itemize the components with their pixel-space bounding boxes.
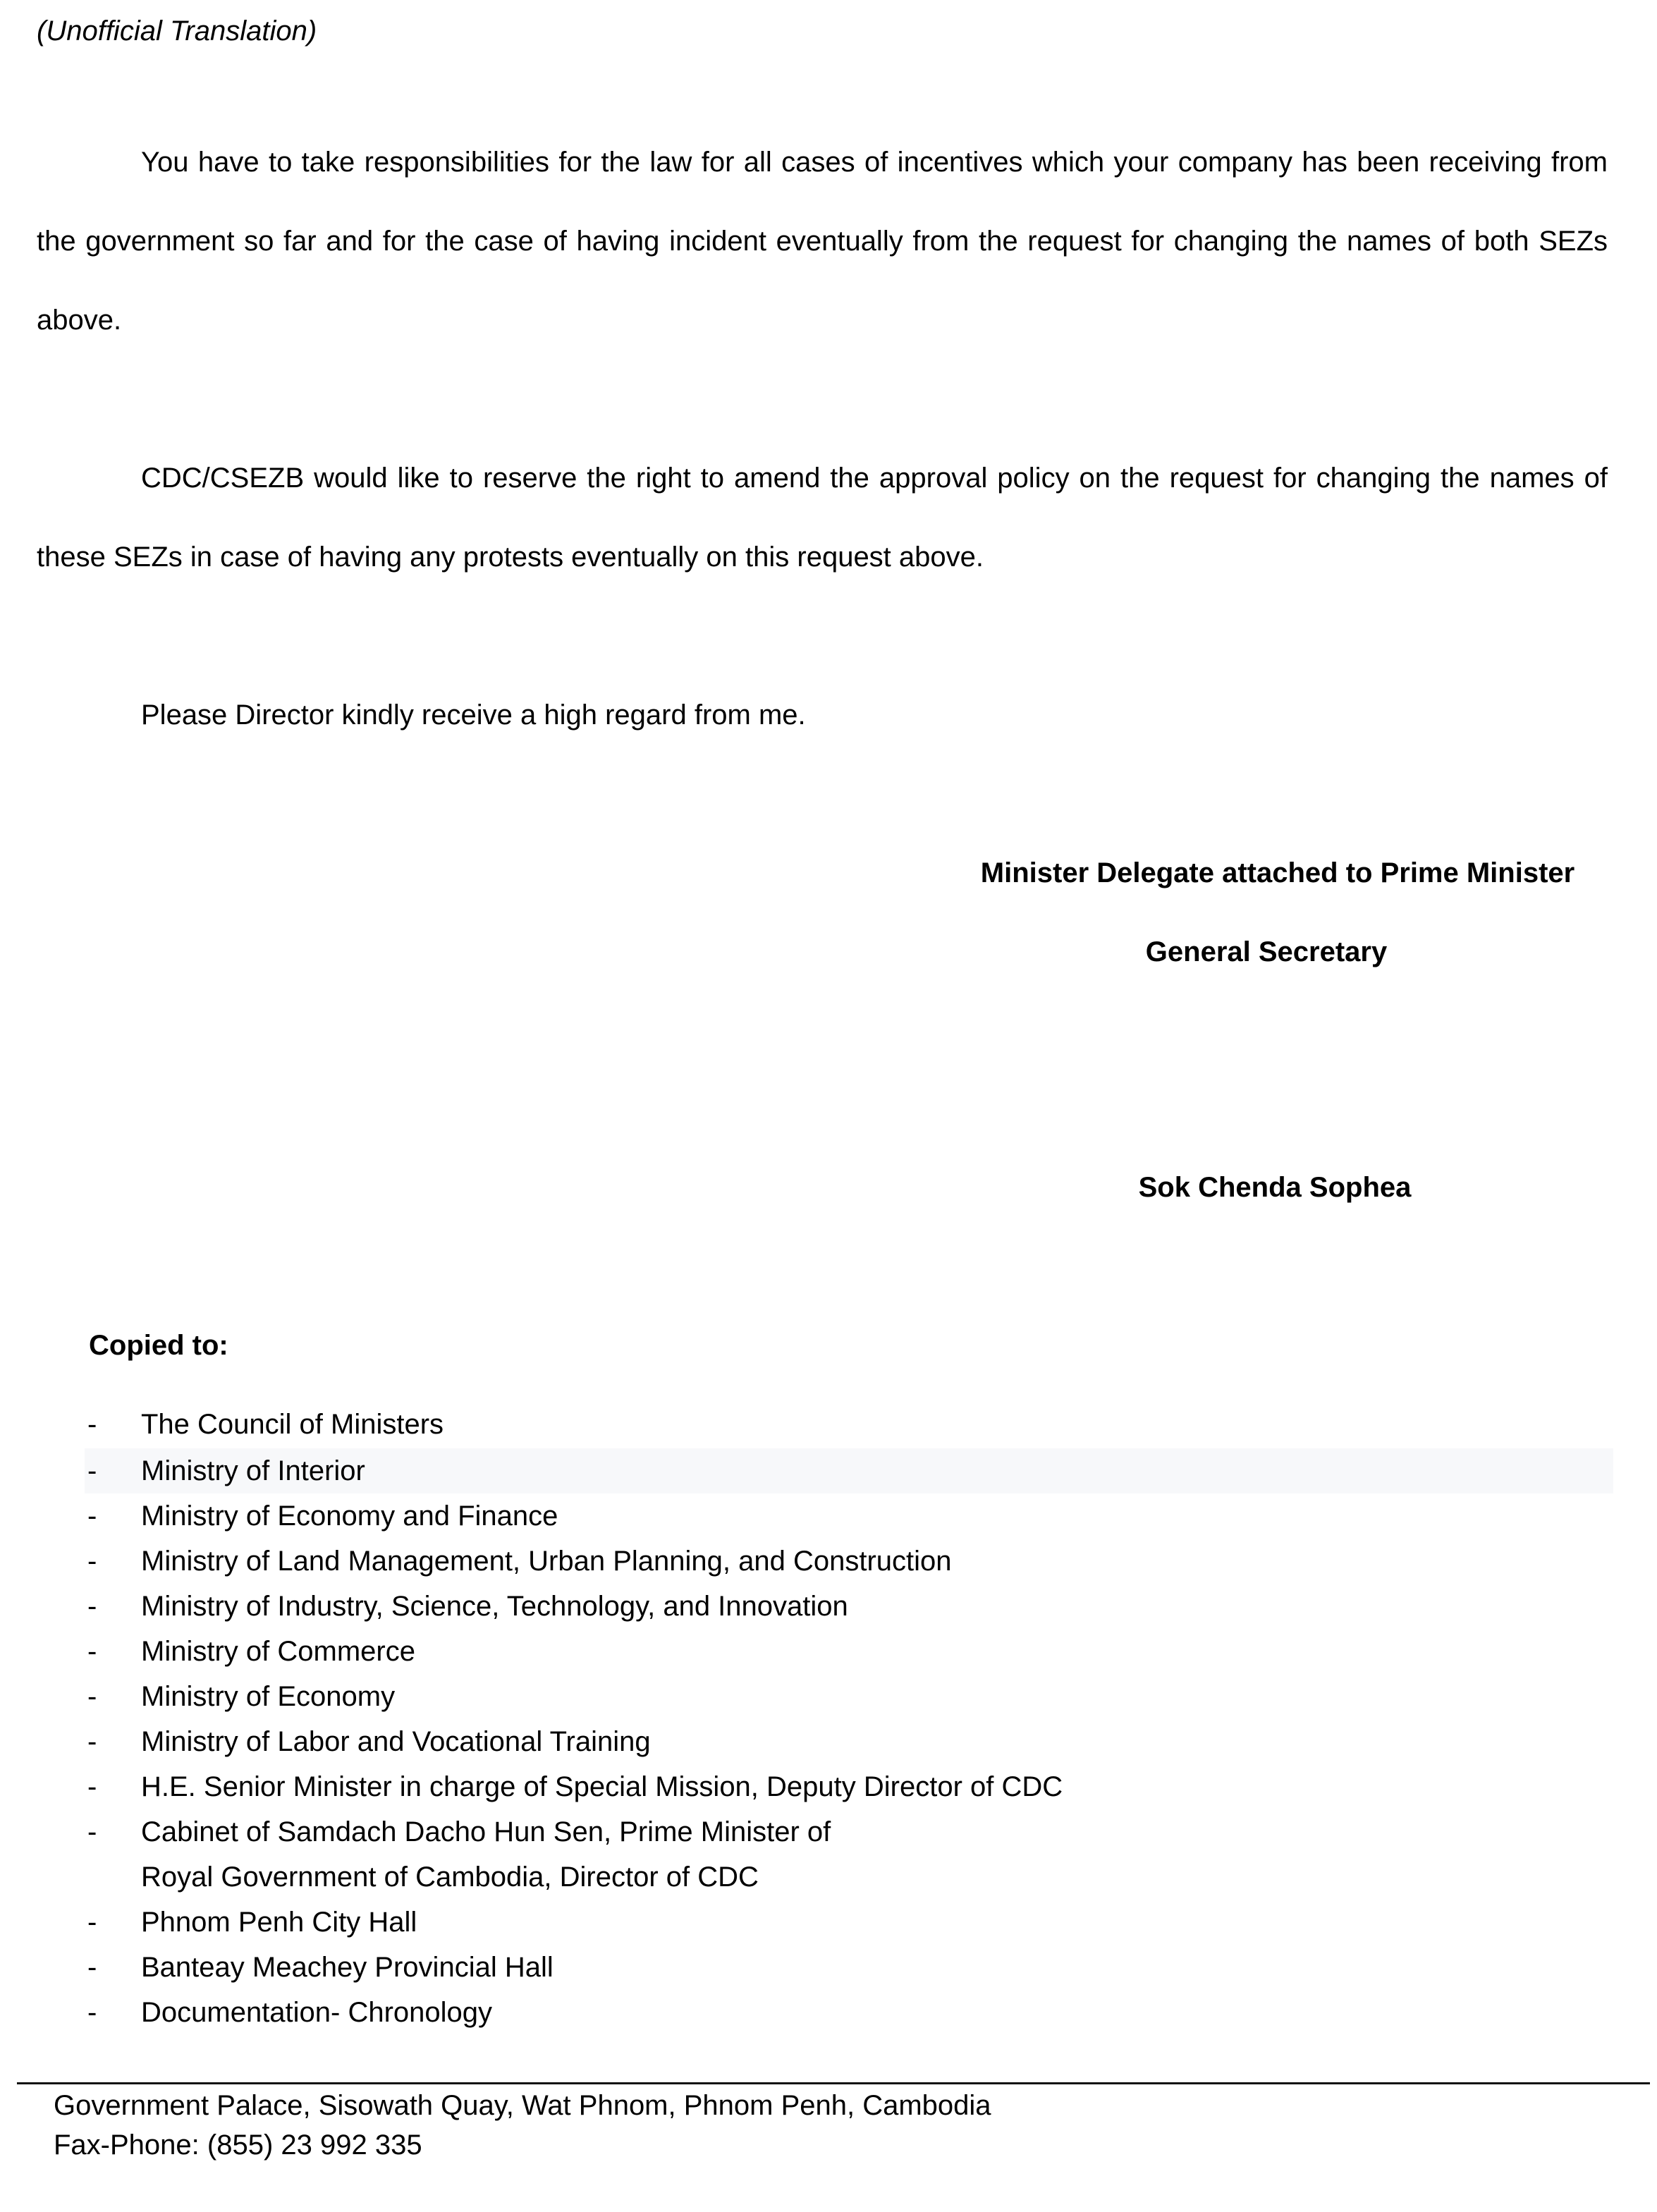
list-item bbox=[0, 1539, 1657, 1584]
list-item bbox=[0, 1719, 1657, 1764]
list-item bbox=[0, 1900, 1657, 1945]
signature-role: General Secretary bbox=[1145, 936, 1388, 967]
list-item bbox=[0, 1764, 1657, 1809]
list-item bbox=[0, 1448, 1657, 1493]
translation-note: (Unofficial Translation) bbox=[37, 16, 317, 47]
footer-divider bbox=[17, 2082, 1650, 2084]
paragraph-text: Please Director kindly receive a high regard from me. bbox=[141, 699, 806, 731]
copied-to-label: Copied to: bbox=[89, 1330, 228, 1361]
list-item bbox=[0, 1629, 1657, 1674]
list-item bbox=[0, 1990, 1657, 2035]
dash: - bbox=[87, 1591, 97, 1622]
list-item-text: Ministry of Economy and Finance bbox=[141, 1501, 558, 1532]
dash: - bbox=[87, 1952, 97, 1983]
list-item bbox=[0, 1493, 1657, 1539]
dash: - bbox=[87, 1997, 97, 2028]
dash: - bbox=[87, 1455, 97, 1486]
paragraph-text: CDC/CSEZB would like to reserve the right to amend the approval policy on the request for changing the names of these SEZs in case of having any protests eventually on this request above. bbox=[37, 463, 1608, 573]
list-item bbox=[0, 1584, 1657, 1629]
list-item-text: Ministry of Labor and Vocational Training bbox=[141, 1726, 651, 1757]
list-item-text: Ministry of Commerce bbox=[141, 1636, 415, 1667]
dash: - bbox=[87, 1771, 97, 1802]
list-item-text: Ministry of Land Management, Urban Planning, and Construction bbox=[141, 1546, 952, 1577]
paragraph-regards bbox=[37, 676, 1608, 754]
dash: - bbox=[87, 1816, 97, 1847]
list-item-text: The Council of Ministers bbox=[141, 1409, 444, 1440]
paragraph-responsibility bbox=[37, 123, 1608, 360]
list-item bbox=[0, 1674, 1657, 1719]
list-item-text: Cabinet of Samdach Dacho Hun Sen, Prime Minister of bbox=[141, 1816, 831, 1847]
paragraph-text: You have to take responsibilities for the law for all cases of incentives which your company has been receiving from the government so far and for the case of having incident eventually from the request for changing the names of both SEZs above. bbox=[37, 147, 1608, 336]
dash: - bbox=[87, 1907, 97, 1938]
footer-address: Government Palace, Sisowath Quay, Wat Phnom, Phnom Penh, Cambodia bbox=[54, 2090, 991, 2121]
dash: - bbox=[87, 1681, 97, 1712]
list-item-text: Documentation- Chronology bbox=[141, 1997, 493, 2028]
list-item-text: Phnom Penh City Hall bbox=[141, 1907, 417, 1938]
list-item-text: Ministry of Industry, Science, Technology, and Innovation bbox=[141, 1591, 848, 1622]
dash: - bbox=[87, 1546, 97, 1577]
dash: - bbox=[87, 1636, 97, 1667]
dash: - bbox=[87, 1501, 97, 1532]
list-item bbox=[0, 1809, 1657, 1854]
list-item-continuation bbox=[0, 1854, 1657, 1900]
dash: - bbox=[87, 1409, 97, 1440]
signatory-name: Sok Chenda Sophea bbox=[1138, 1172, 1412, 1203]
list-item bbox=[0, 1945, 1657, 1990]
list-item bbox=[0, 1402, 1657, 1447]
list-item-text: Royal Government of Cambodia, Director of CDC bbox=[141, 1862, 759, 1893]
paragraph-reserve-right bbox=[37, 439, 1608, 597]
footer-phone: Fax-Phone: (855) 23 992 335 bbox=[54, 2129, 422, 2161]
list-item-text: Ministry of Economy bbox=[141, 1681, 396, 1712]
list-item-text: Ministry of Interior bbox=[141, 1455, 365, 1486]
list-item-text: Banteay Meachey Provincial Hall bbox=[141, 1952, 554, 1983]
dash: - bbox=[87, 1726, 97, 1757]
signature-title: Minister Delegate attached to Prime Minister bbox=[980, 857, 1575, 888]
list-item-text: H.E. Senior Minister in charge of Special Mission, Deputy Director of CDC bbox=[141, 1771, 1063, 1802]
